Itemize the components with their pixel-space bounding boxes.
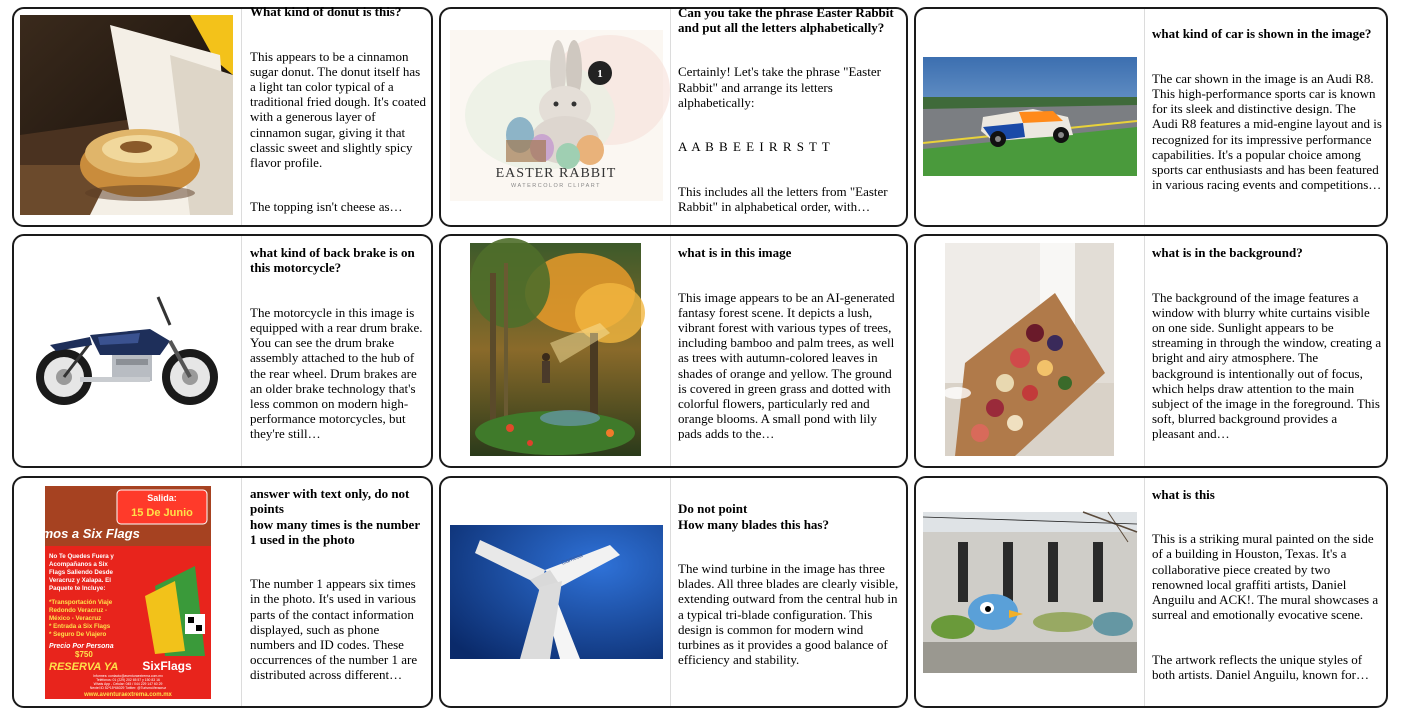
badge-number: 1 [597, 68, 603, 80]
mural-image [923, 512, 1137, 673]
poster-salida: Salida: [147, 493, 177, 503]
race-car-image [923, 57, 1137, 176]
poster-date: 15 De Junio [131, 507, 193, 519]
qa-card-forest[interactable] [439, 234, 908, 468]
poster-bullet-5: * Seguro De Viajero [49, 631, 107, 638]
turbine-brand: Gamesa [560, 552, 584, 567]
fantasy-forest-image [470, 243, 641, 456]
poster-reserve: RESERVA YA [49, 661, 119, 673]
poster-brand: SixFlags [142, 659, 192, 673]
poster-title: Vamos a Six Flags [26, 526, 140, 541]
food-platter-image [945, 243, 1114, 456]
poster-line-3: Flags Saliendo Desde [49, 569, 113, 576]
donut-image [20, 15, 233, 215]
answer-text: This appears to be a cinnamon sugar donut. The donut itself has a light tan color typical of a traditional fried dough. It's coated with a generous layer of cinnamon sugar, giving it that classic sweet and slightly spicy flavor profile. The topping isn't cheese as… [250, 48, 426, 215]
answer-text: The motorcycle in this image is equipped with a rear drum brake. You can see the drum brake assembly attached to the hub of the rear wheel. Drum brakes are an older brake technology that's less common on modern high-performance motorcycles, but they're still… [250, 304, 423, 442]
qa-card-easter-rabbit[interactable] [439, 4, 908, 227]
answer-text: The car shown in the image is an Audi R8. This high-performance sports car is known for its sleek and distinctive design. The Audi R8 features a mid-engine layout and is recognized for its impressive performance capabilities. It's a popular choice among sports car enthusiasts and has been featured in various racing events and competitions… [1152, 70, 1382, 193]
question-text: What kind of donut is this? [250, 4, 402, 20]
poster-bullet-1: *Transportación Viaje [49, 599, 113, 606]
qa-card-background[interactable] [914, 234, 1388, 468]
poster-line-4: Veracruz y Xalapa. El [49, 577, 111, 584]
poster-web: www.aventuraextrema.com.mx [84, 692, 172, 698]
poster-line-2: Acompañanos a Six [49, 561, 108, 568]
qa-card-donut[interactable] [12, 4, 433, 227]
poster-contact-2: Teléfonos: 01 (229) 202 65 57 y 150 83 16 [96, 678, 160, 682]
poster-bullet-4: * Entrada a Six Flags [49, 623, 111, 630]
image-title: EASTER RABBIT [495, 166, 617, 181]
answer-text: The wind turbine in the image has three blades. All three blades are clearly visible, extending outward from the central hub in a typical tri-blade configuration. This design is common for modern wind turbines as it provides a good balance of efficiency and stability. [678, 560, 899, 668]
question-text: Can you take the phrase Easter Rabbit and put all the letters alphabetically? [678, 4, 894, 35]
easter-rabbit-image [450, 30, 663, 201]
answer-text: Certainly! Let's take the phrase "Easter Rabbit" and arrange its letters alphabetically: A A B B E E I R R S T T This includes all the letters from "Easter Rabbit" in alphabetical order, with… [678, 64, 888, 214]
qa-card-mural[interactable] [914, 476, 1388, 708]
six-flags-poster-image [26, 486, 211, 699]
poster-bullet-3: México - Veracruz [49, 615, 102, 622]
qa-card-motorcycle[interactable] [12, 234, 433, 468]
poster-contact-4: Nextel ID 52*15*66029 Twitter: @TurismoVeracruz [89, 686, 167, 690]
question-text: what kind of car is shown in the image? [1152, 26, 1372, 42]
question-text: answer with text only, do not points how many times is the number 1 used in the photo [250, 486, 420, 547]
poster-line-1: No Te Quedes Fuera y [49, 553, 114, 560]
answer-text: The number 1 appears six times in the photo. It's used in various parts of the contact information displayed, such as phone numbers and ID codes. These occurrences of the number 1 are distributed across different… [250, 576, 418, 683]
question-text: Do not point How many blades this has? [678, 501, 829, 532]
poster-line-5: Paquete te Incluye: [49, 585, 106, 592]
answer-text: The background of the image features a window with blurry white curtains visible on one side. Sunlight appears to be streaming in through the window, creating a bright and airy atmosphere. The background is intentionally out of focus, which helps draw attention to the main subject of the image in the foreground. This soft, blurred background provides a pleasant and… [1152, 289, 1382, 442]
qa-card-car[interactable] [914, 7, 1388, 227]
question-text: what is in this image [678, 245, 792, 261]
qa-card-wind-turbine[interactable] [439, 476, 908, 708]
poster-bullet-2: Redondo Veracruz - [49, 607, 108, 614]
motorcycle-image [20, 285, 233, 418]
wind-turbine-image [450, 525, 663, 659]
poster-contact-3: Whats App - Celular: 045 / 044 229 147 60 29 [93, 682, 163, 686]
poster-contact-1: Informes: contacto@aventuraextrema.com.mx [93, 674, 163, 678]
poster-price: $750 [75, 650, 93, 659]
question-text: what is in the background? [1152, 245, 1303, 261]
question-text: what kind of back brake is on this motorcycle? [250, 245, 415, 276]
answer-text: This image appears to be an AI-generated fantasy forest scene. It depicts a lush, vibrant forest with various types of trees, including bamboo and palm trees, as well as trees with autumn-colored leaves in shades of orange and yellow. The ground is covered in green grass and dotted with colorful flowers, particularly red and orange blooms. A small pond with lily pads adds to the… [678, 289, 895, 442]
image-subtitle: WATERCOLOR CLIPART [510, 183, 602, 189]
question-text: what is this [1152, 486, 1215, 502]
qa-card-six-flags[interactable] [12, 476, 433, 708]
answer-text: This is a striking mural painted on the side of a building in Houston, Texas. It's a collaborative piece created by two renowned local graffiti artists, Daniel Anguilu and ACK!. The mural showcases a surreal and emotionally evocative scene. The artwork reflects the unique styles of both artists. Daniel Anguilu, known for… [1152, 531, 1379, 682]
poster-price-label: Precio Por Persona [49, 643, 114, 650]
